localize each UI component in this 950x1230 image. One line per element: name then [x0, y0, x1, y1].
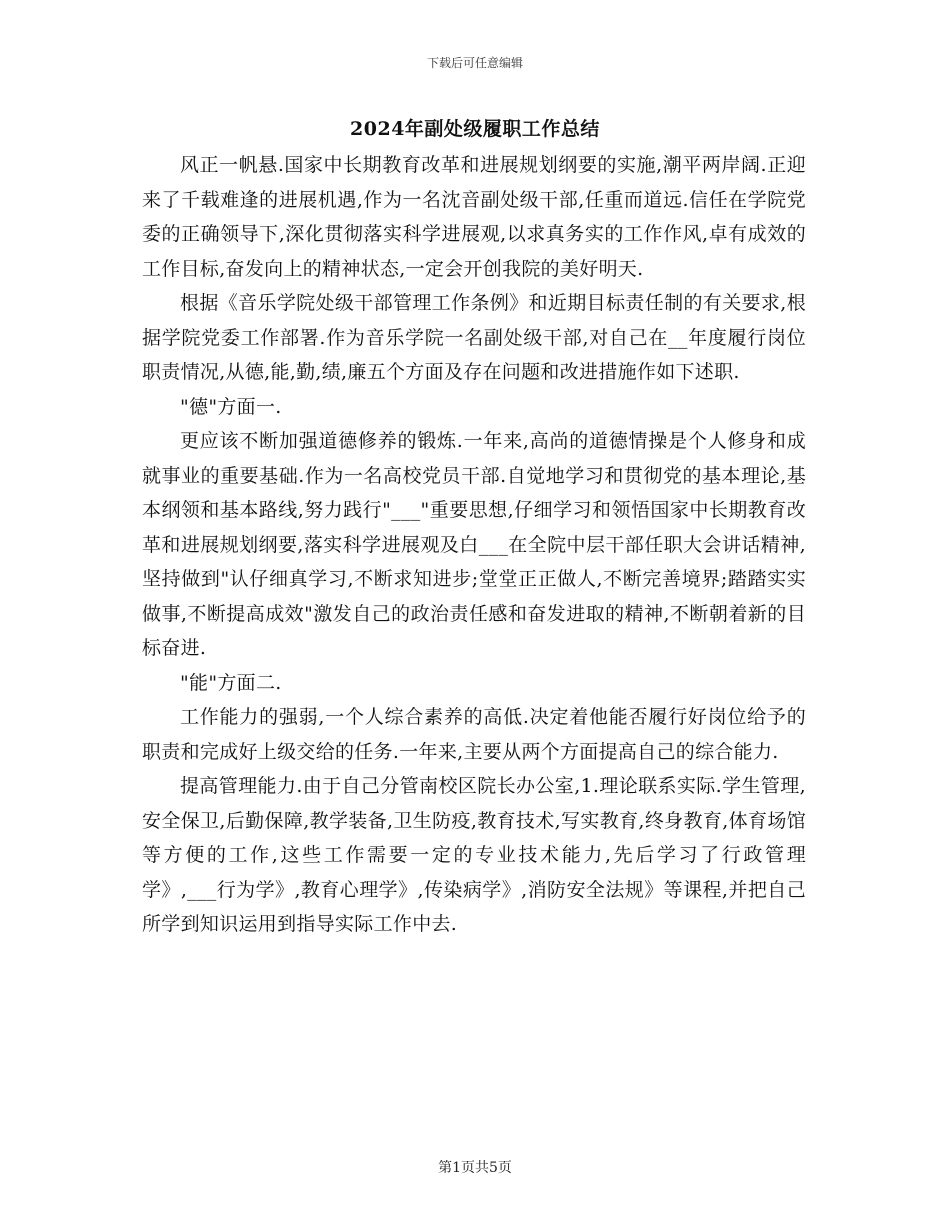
- paragraph-morality: 更应该不断加强道德修养的锻炼.一年来,高尚的道德情操是个人修身和成就事业的重要基础.作为一名高校党员干部.自觉地学习和贯彻党的基本理论,基本纲领和基本路线,努力践行"___"重要思想,仔细学习和领悟国家中长期教育改革和进展规划纲要,落实科学进展观及白___在全院中层干部任职大会讲话精神,坚持做到"认仔细真学习,不断求知进步;堂堂正正做人,不断完善境界;踏踏实实做事,不断提高成效"激发自己的政治责任感和奋发进取的精神,不断朝着新的目标奋进.: [142, 430, 806, 659]
- document-title: 2024年副处级履职工作总结: [350, 118, 600, 140]
- document-body: [142, 148, 806, 942]
- page-header-note: 下载后可任意编辑: [426, 56, 523, 70]
- paragraph-intro: 风正一帆悬.国家中长期教育改革和进展规划纲要的实施,潮平两岸阔.正迎来了千载难逢的进展机遇,作为一名沈音副处级干部,任重而道远.信任在学院党委的正确领导下,深化贯彻落实科学进展观,以求真务实的工作作风,卓有成效的工作目标,奋发向上的精神状态,一定会开创我院的美好明天.: [142, 154, 806, 280]
- paragraph-basis: 根据《音乐学院处级干部管理工作条例》和近期目标责任制的有关要求,根据学院党委工作部署.作为音乐学院一名副处级干部,对自己在__年度履行岗位职责情况,从德,能,勤,绩,廉五个方面及存在问题和改进措施作如下述职.: [142, 292, 806, 383]
- section-heading-morality: "德"方面一.: [180, 395, 282, 418]
- page-number: 第1页共5页: [438, 1160, 512, 1176]
- paragraph-management: 提高管理能力.由于自己分管南校区院长办公室,1.理论联系实际.学生管理,安全保卫,后勤保障,教学装备,卫生防疫,教育技术,写实教育,终身教育,体育场馆等方便的工作,这些工作需要一定的专业技术能力,先后学习了行政管理学》,___行为学》,教育心理学》,传染病学》,消防安全法规》等课程,并把自己所学到知识运用到指导实际工作中去.: [142, 775, 806, 935]
- section-heading-ability: "能"方面二.: [180, 671, 282, 694]
- paragraph-ability: 工作能力的强弱,一个人综合素养的高低.决定着他能否履行好岗位给予的职责和完成好上级交给的任务.一年来,主要从两个方面提高自己的综合能力.: [142, 706, 806, 763]
